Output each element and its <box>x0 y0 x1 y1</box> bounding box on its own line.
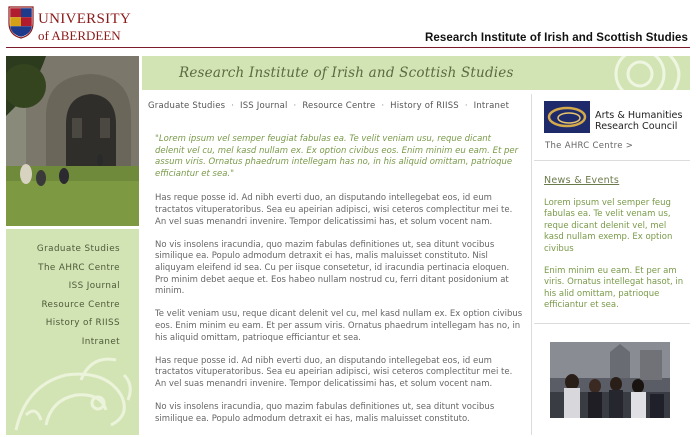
ahrc-name <box>595 110 682 132</box>
campus-photo <box>6 56 139 226</box>
topnav-history[interactable]: History of RIISS <box>390 101 459 111</box>
celtic-knot-decoration <box>570 56 690 90</box>
sidebar-item-history[interactable]: History of RIISS <box>45 318 120 328</box>
main-content <box>155 134 523 437</box>
topnav-separator: · <box>464 101 468 111</box>
topnav-separator: · <box>293 101 297 111</box>
site-title[interactable]: Research Institute of Irish and Scottish Studies <box>425 32 688 44</box>
body-paragraph: No vis insolens iracundia, quo mazim fabulas definitiones ut, sea ditunt vocibus similique ea. Populo admodum detraxit ei has, malis maluisset constituto. <box>155 402 495 424</box>
ahrc-name-line1: Arts & Humanities <box>595 110 683 121</box>
university-crest-icon <box>8 5 34 39</box>
intro-quote: "Lorem ipsum vel semper feugiat fabulas ea. Te velit veniam usu, reque dicant delenit vel cu, mel kasd nullam ex. Ex option civibus eos. Enim minim eu eam. Et per assum viris. Ornatus phaedrum intellegam has no, in his aliquid omittam, patrioque efficiantur et sea." <box>155 134 519 179</box>
top-header <box>0 0 696 48</box>
ahrc-name-line2: Research Council <box>595 121 678 132</box>
students-photo <box>550 342 670 418</box>
sidebar-item-iss-journal[interactable]: ISS Journal <box>68 281 120 291</box>
topnav-intranet[interactable]: Intranet <box>473 101 510 111</box>
university-logo[interactable] <box>8 5 131 43</box>
celtic-beast-decoration <box>6 345 139 435</box>
news-events-heading[interactable]: News & Events <box>544 175 620 186</box>
ahrc-centre-link[interactable]: The AHRC Centre > <box>545 141 634 151</box>
topnav-separator: · <box>381 101 385 111</box>
ahrc-logo-block[interactable] <box>544 101 684 133</box>
header-divider <box>6 47 690 48</box>
body-paragraph: No vis insolens iracundia, quo mazim fabulas definitiones ut, sea ditunt vocibus similique ea. Populo admodum detraxit ei has, malis maluisset constituto. Nisl aliquyam eleifend id sea. Cu per iisque consetetur, id iracundia pertinacia eloquen. Pro minim debet aeque et. Eos habeo nullam nostrud cu, ferri ditant posidonium at minim. <box>155 239 510 297</box>
topnav-separator: · <box>231 101 235 111</box>
body-paragraph: Has reque posse id. Ad nibh everti duo, an disputando intellegebat eos, id eum tractatos vituperatoribus. Sea eu apeirian adipisci, wisi ceteros complectitur mei te. An vel suas menandri invenire. Tempor delicatissimi has, et solum vocent nam. <box>155 355 513 389</box>
page-banner <box>142 56 690 90</box>
body-paragraph: Te velit veniam usu, reque dicant delenit vel cu, mel kasd nullam ex. Ex option civibus eos. Enim minim eu eam. Et per assum viris. Ornatus phaedrum intellegam has no, in his aliquid omittam, patrioque efficiantur et sea. <box>155 309 523 343</box>
sidebar-item-intranet[interactable]: Intranet <box>81 336 120 347</box>
body-paragraph: Has reque posse id. Ad nibh everti duo, an disputando intellegebat eos, id eum tractatos vituperatoribus. Sea eu apeirian adipisci, wisi ceteros complectitur mei te. An vel suas menandri invenire. Tempor delicatissimi has, et solum vocent nam. <box>155 193 513 227</box>
ahrc-logo-icon <box>544 101 590 133</box>
topnav-iss-journal[interactable]: ISS Journal <box>240 101 288 111</box>
university-name: UNIVERSITY <box>38 11 131 27</box>
topnav-graduate-studies[interactable]: Graduate Studies <box>148 101 226 111</box>
topnav-resource-centre[interactable]: Resource Centre <box>302 101 376 111</box>
university-location: of ABERDEEN <box>38 28 121 43</box>
right-divider <box>534 323 690 324</box>
right-divider <box>534 160 690 161</box>
news-text <box>544 198 684 323</box>
news-paragraph: Lorem ipsum vel semper feug fabulas ea. Te velit venam us, reque dicant delenit vel, mel kasd nullam exemp. Ex option civibus <box>544 198 673 254</box>
sidebar-nav <box>6 229 139 435</box>
sidebar-item-ahrc-centre[interactable]: The AHRC Centre <box>38 262 120 273</box>
column-divider <box>531 94 532 435</box>
top-nav <box>148 101 509 111</box>
sidebar-item-graduate-studies[interactable]: Graduate Studies <box>36 244 120 254</box>
sidebar-item-resource-centre[interactable]: Resource Centre <box>41 299 120 310</box>
banner-title: Research Institute of Irish and Scottish Studies <box>179 65 514 81</box>
news-paragraph: Enim minim eu eam. Et per am viris. Ornatus intellegat hasot, in his alid omittam, patrioque efficiantur et sea. <box>544 266 684 311</box>
